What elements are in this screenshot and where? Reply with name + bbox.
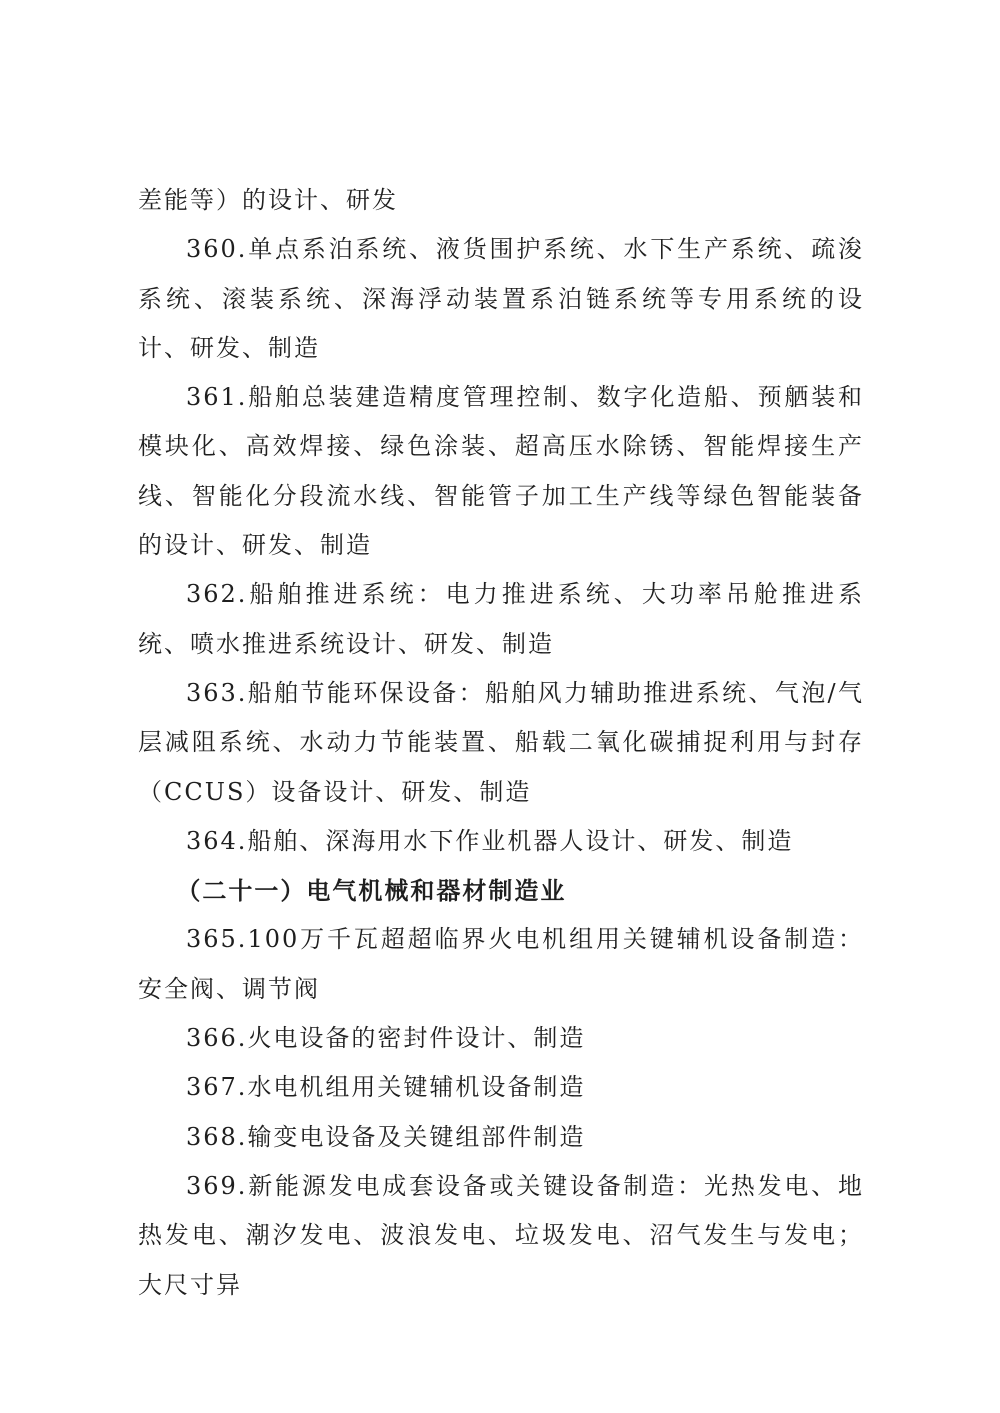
- paragraph-item-365: 365.100万千瓦超超临界火电机组用关键辅机设备制造：安全阀、调节阀: [138, 925, 864, 1003]
- paragraph-item-364: 364.船舶、深海用水下作业机器人设计、研发、制造: [186, 826, 794, 855]
- section-heading: （二十一）电气机械和器材制造业: [176, 876, 567, 906]
- paragraph-item-362: 362.船舶推进系统：电力推进系统、大功率吊舱推进系统、喷水推进系统设计、研发、制造: [138, 580, 864, 658]
- paragraph-item-366: 366.火电设备的密封件设计、制造: [186, 1024, 586, 1053]
- paragraph-item-368: 368.输变电设备及关键组部件制造: [186, 1122, 586, 1151]
- paragraph-item-369: 369.新能源发电成套设备或关键设备制造：光热发电、地热发电、潮汐发电、波浪发电、垃圾发电、沼气发生与发电；大尺寸异: [138, 1171, 864, 1299]
- document-body: [138, 176, 864, 1310]
- paragraph-item-361: 361.船舶总装建造精度管理控制、数字化造船、预舾装和模块化、高效焊接、绿色涂装、超高压水除锈、智能焊接生产线、智能化分段流水线、智能管子加工生产线等绿色智能装备的设计、研发、制造: [138, 383, 864, 560]
- paragraph-continuation: 差能等）的设计、研发: [138, 186, 398, 214]
- paragraph-item-360: 360.单点系泊系统、液货围护系统、水下生产系统、疏浚系统、滚装系统、深海浮动装置系泊链系统等专用系统的设计、研发、制造: [138, 235, 864, 362]
- paragraph-item-367: 367.水电机组用关键辅机设备制造: [186, 1073, 586, 1102]
- paragraph-item-363: 363.船舶节能环保设备：船舶风力辅助推进系统、气泡/气层减阻系统、水动力节能装置、船载二氧化碳捕捉利用与封存（CCUS）设备设计、研发、制造: [138, 678, 864, 806]
